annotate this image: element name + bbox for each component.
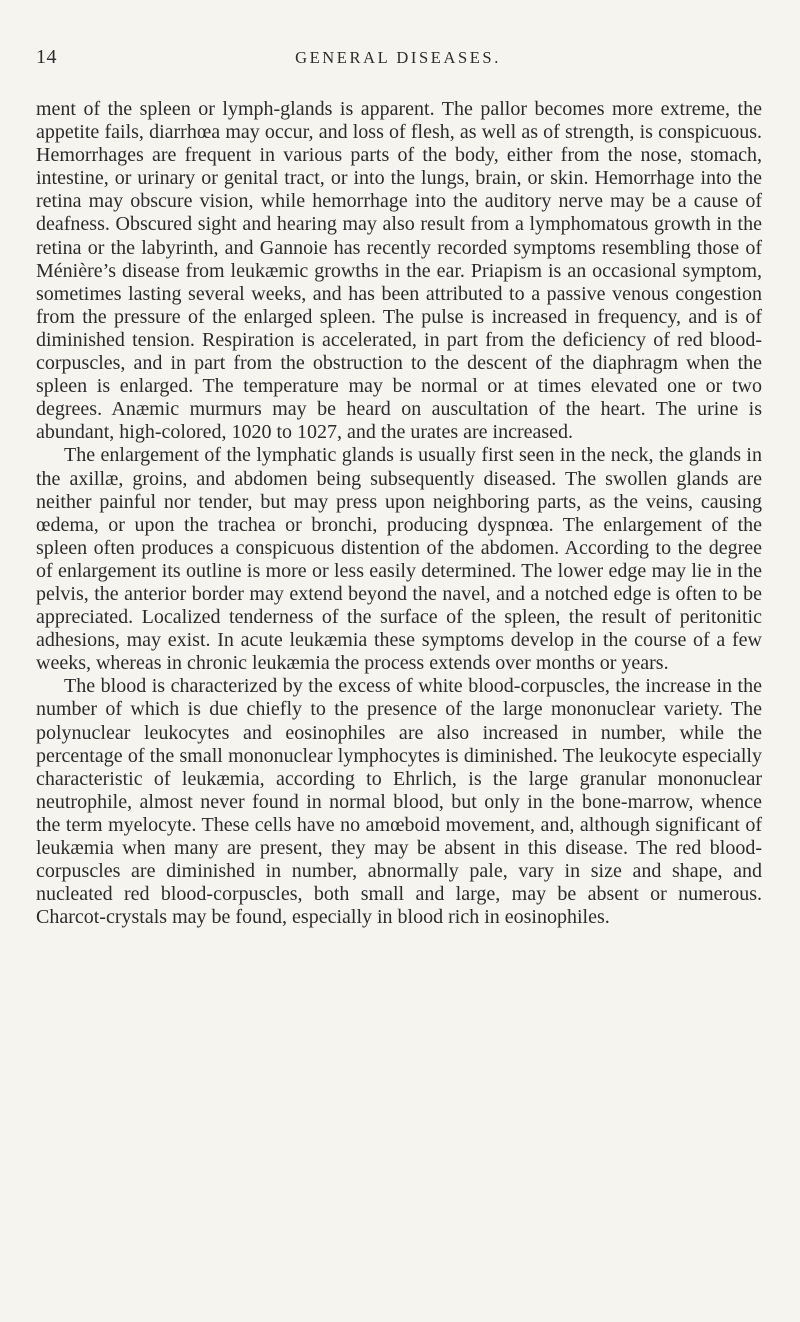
- paragraph-lymphatic-glands: The enlargement of the lymphatic glands is usually first seen in the neck, the glands in the axillæ, groins, and abdomen being subsequently diseased. The swollen glands are neither painful nor tender, but may press upon neighboring parts, as the veins, causing œdema, or upon the trachea or bronchi, producing dyspnœa. The enlargement of the spleen often produces a conspicuous distention of the abdomen. According to the degree of enlargement its outline is more or less easily determined. The lower edge may lie in the pelvis, the anterior border may extend beyond the navel, and a notched edge is often to be appreciated. Localized tenderness of the surface of the spleen, the result of peritonitic adhesions, may exist. In acute leukæmia these symptoms develop in the course of a few weeks, whereas in chronic leukæmia the process extends over months or years.: [36, 444, 762, 675]
- body-text: [36, 98, 762, 929]
- running-title: GENERAL DISEASES.: [295, 48, 501, 67]
- running-head: [36, 46, 760, 72]
- paragraph-blood: The blood is characterized by the excess of white blood-corpuscles, the increase in the number of which is due chiefly to the presence of the large mononuclear variety. The polynuclear leukocytes and eosinophiles are also increased in number, while the percentage of the small mononuclear lymphocytes is diminished. The leukocyte especially characteristic of leukæmia, according to Ehrlich, is the large granular mononuclear neutrophile, almost never found in normal blood, but only in the bone-marrow, whence the term myelocyte. These cells have no amœboid movement, and, although significant of leukæmia when many are present, they may be absent in this disease. The red blood-corpuscles are diminished in number, abnormally pale, vary in size and shape, and nucleated red blood-corpuscles, both small and large, may be absent or numerous. Charcot-crystals may be found, especially in blood rich in eosinophiles.: [36, 675, 762, 929]
- paragraph-continuation: ment of the spleen or lymph-glands is apparent. The pallor becomes more extreme, the appetite fails, diarrhœa may occur, and loss of flesh, as well as of strength, is conspicuous. Hemorrhages are frequent in various parts of the body, either from the nose, stomach, intestine, or urinary or genital tract, or into the lungs, brain, or skin. Hemorrhage into the retina may obscure vision, while hemorrhage into the auditory nerve may be a cause of deafness. Obscured sight and hearing may also result from a lymphomatous growth in the retina or the labyrinth, and Gannoie has recently recorded symptoms resembling those of Ménière’s disease from leukæmic growths in the ear. Priapism is an occasional symptom, sometimes lasting several weeks, and has been attributed to a passive venous congestion from the pressure of the enlarged spleen. The pulse is increased in frequency, and is of diminished tension. Respiration is accelerated, in part from the deficiency of red blood-corpuscles, and in part from the obstruction to the descent of the diaphragm when the spleen is enlarged. The temperature may be normal or at times elevated one or two degrees. Anæmic murmurs may be heard on auscultation of the heart. The urine is abundant, high-colored, 1020 to 1027, and the urates are increased.: [36, 98, 762, 444]
- page-number: 14: [36, 46, 57, 68]
